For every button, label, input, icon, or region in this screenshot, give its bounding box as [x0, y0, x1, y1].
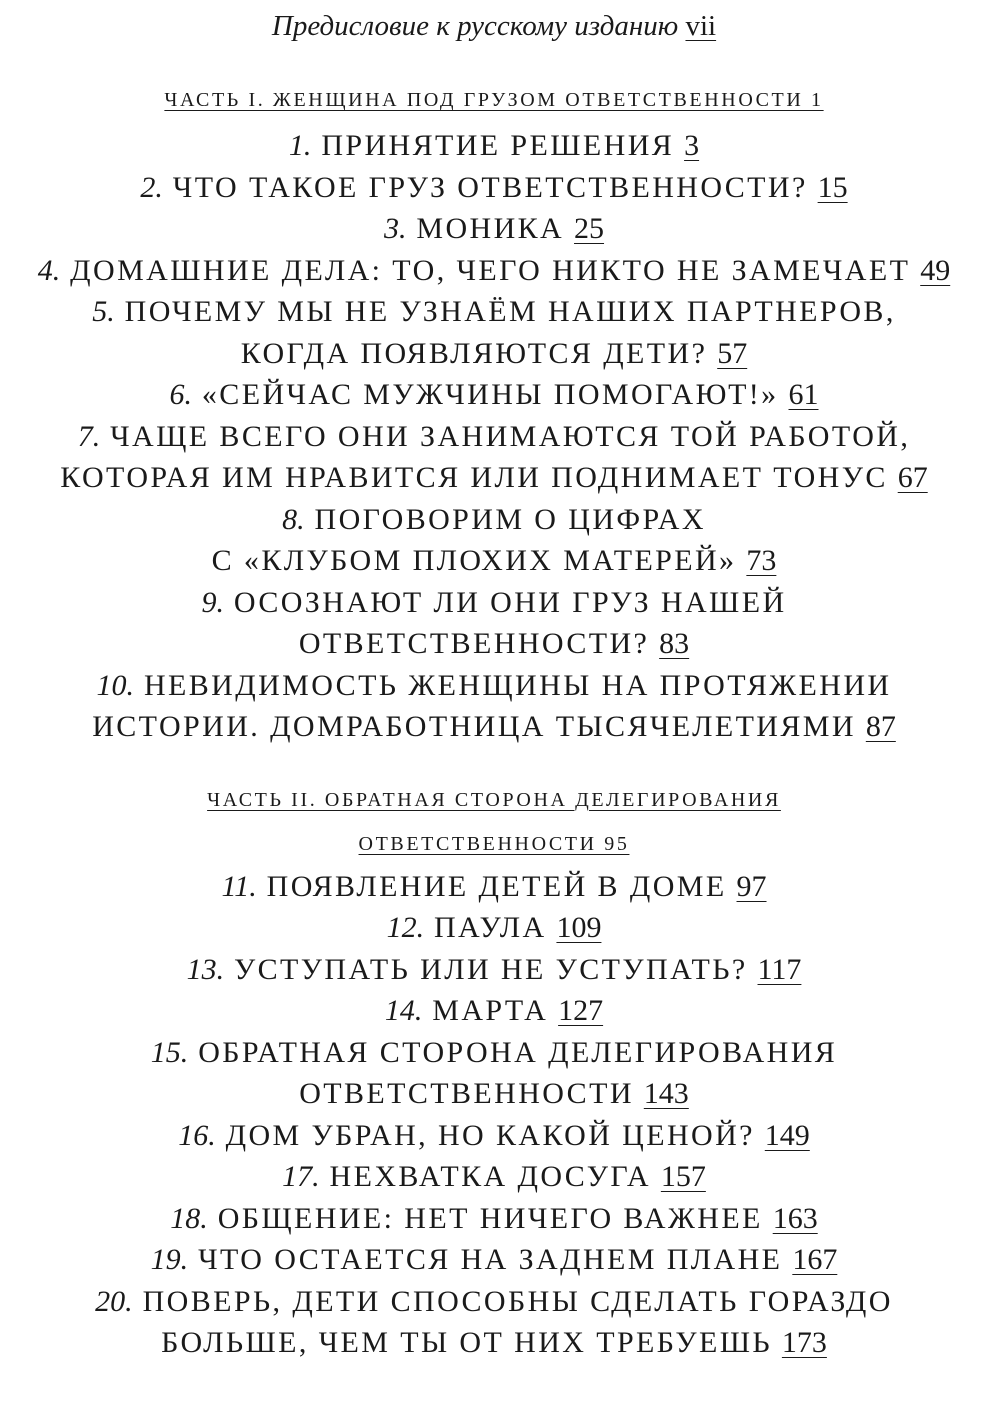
chapter-title: МАРТА: [432, 994, 549, 1027]
toc-entry[interactable]: [10, 167, 978, 209]
toc-entry-line: [10, 250, 978, 292]
toc-entry-line: [10, 623, 978, 665]
toc-entry[interactable]: [10, 1281, 978, 1364]
preface-entry[interactable]: [10, 6, 978, 50]
toc-entry[interactable]: [10, 499, 978, 582]
toc-entry[interactable]: [10, 291, 978, 374]
page-number: 3: [684, 129, 700, 162]
chapter-title: ОТВЕТСТВЕННОСТИ?: [298, 627, 650, 660]
toc-entry-line: [10, 1032, 978, 1074]
page-number: 49: [920, 253, 951, 287]
toc-entry-line: [10, 291, 978, 333]
chapter-list: [10, 125, 978, 748]
toc-entry[interactable]: [10, 665, 978, 748]
chapter-title: ПОЯВЛЕНИЕ ДЕТЕЙ В ДОМЕ: [266, 869, 727, 903]
toc-entry[interactable]: [10, 907, 978, 949]
page-number: 173: [781, 1326, 827, 1359]
chapter-number: 11.: [221, 869, 257, 903]
chapter-title: ПОГОВОРИМ О ЦИФРАХ: [314, 502, 706, 536]
toc-entry[interactable]: [10, 949, 978, 991]
part-heading-label: ЧАСТЬ I. ЖЕНЩИНА ПОД ГРУЗОМ ОТВЕТСТВЕННОСТИ 1: [164, 89, 824, 111]
chapter-number: 5.: [92, 295, 115, 328]
chapter-title: ОБРАТНАЯ СТОРОНА ДЕЛЕГИРОВАНИЯ: [198, 1035, 838, 1069]
toc-entry[interactable]: [10, 125, 978, 167]
toc-entry[interactable]: [10, 250, 978, 292]
toc-entry-line: [10, 1115, 978, 1157]
page-number: 143: [643, 1077, 689, 1110]
toc-entry-line: [10, 1198, 978, 1240]
toc-entry[interactable]: [10, 866, 978, 908]
toc-entry-line: [10, 1073, 978, 1115]
chapter-number: 16.: [178, 1118, 216, 1152]
toc-entry-line: [10, 1239, 978, 1281]
chapter-number: 17.: [282, 1160, 320, 1193]
toc-entry-line: [10, 499, 978, 541]
toc-entry-line: [10, 1156, 978, 1198]
page-number: 61: [788, 378, 819, 411]
chapter-title: ОСОЗНАЮТ ЛИ ОНИ ГРУЗ НАШЕЙ: [233, 585, 787, 619]
chapter-list: [10, 866, 978, 1364]
toc-entry-line: [10, 333, 978, 375]
page-number: 97: [736, 869, 767, 903]
chapter-title: ИСТОРИИ. ДОМРАБОТНИЦА ТЫСЯЧЕЛЕТИЯМИ: [92, 710, 856, 743]
chapter-number: 8.: [282, 502, 305, 536]
page-number: 67: [897, 461, 928, 494]
toc-entry[interactable]: [10, 374, 978, 416]
page-number: 15: [817, 170, 848, 204]
page-number: 167: [792, 1243, 838, 1276]
toc-entry[interactable]: [10, 1032, 978, 1115]
toc-entry-line: [10, 416, 978, 458]
chapter-number: 18.: [170, 1201, 208, 1235]
chapter-title: НЕХВАТКА ДОСУГА: [329, 1160, 651, 1193]
part-heading[interactable]: [10, 788, 978, 856]
page-number: 83: [659, 627, 690, 660]
toc-entry-line: [10, 665, 978, 707]
chapter-number: 14.: [384, 994, 423, 1027]
chapter-number: 3.: [383, 212, 407, 245]
page-number: 149: [764, 1118, 810, 1152]
toc-entry-line: [10, 990, 978, 1032]
toc-entry-line: [10, 1281, 978, 1323]
toc-entry-line: [10, 125, 978, 167]
page-number: 127: [558, 994, 604, 1027]
chapter-title: ПАУЛА: [433, 911, 547, 944]
page-number: 117: [757, 952, 802, 986]
chapter-title: С «КЛУБОМ ПЛОХИХ МАТЕРЕЙ»: [211, 544, 737, 577]
chapter-number: 4.: [37, 253, 61, 287]
toc-entry[interactable]: [10, 416, 978, 499]
toc-entry-line: [10, 949, 978, 991]
chapter-title: ДОМАШНИЕ ДЕЛА: ТО, ЧЕГО НИКТО НЕ ЗАМЕЧАЕТ: [70, 253, 911, 287]
chapter-title: БОЛЬШЕ, ЧЕМ ТЫ ОТ НИХ ТРЕБУЕШЬ: [161, 1326, 772, 1359]
chapter-title: «СЕЙЧАС МУЖЧИНЫ ПОМОГАЮТ!»: [201, 378, 779, 411]
chapter-title: НЕВИДИМОСТЬ ЖЕНЩИНЫ НА ПРОТЯЖЕНИИ: [143, 668, 892, 702]
chapter-number: 9.: [201, 585, 224, 619]
page-number: 87: [865, 710, 896, 743]
chapter-title: УСТУПАТЬ ИЛИ НЕ УСТУПАТЬ?: [234, 952, 748, 986]
toc-entry-line: [10, 167, 978, 209]
toc-entry-line: [10, 706, 978, 748]
toc-entry[interactable]: [10, 990, 978, 1032]
chapter-title: ЧТО ОСТАЕТСЯ НА ЗАДНЕМ ПЛАНЕ: [198, 1243, 783, 1276]
chapter-title: ДОМ УБРАН, НО КАКОЙ ЦЕНОЙ?: [225, 1118, 755, 1152]
chapter-title: ПОЧЕМУ МЫ НЕ УЗНАЁМ НАШИХ ПАРТНЕРОВ,: [124, 295, 896, 328]
chapter-title: КОТОРАЯ ИМ НРАВИТСЯ ИЛИ ПОДНИМАЕТ ТОНУС: [60, 461, 888, 494]
toc-entry-line: [10, 208, 978, 250]
page-number: 109: [556, 911, 602, 944]
toc-entry[interactable]: [10, 1239, 978, 1281]
chapter-title: ЧТО ТАКОЕ ГРУЗ ОТВЕТСТВЕННОСТИ?: [172, 170, 808, 204]
chapter-title: ЧАЩЕ ВСЕГО ОНИ ЗАНИМАЮТСЯ ТОЙ РАБОТОЙ,: [110, 419, 911, 453]
chapter-title: ПОВЕРЬ, ДЕТИ СПОСОБНЫ СДЕЛАТЬ ГОРАЗДО: [142, 1284, 893, 1318]
page-number: 25: [574, 212, 605, 245]
chapter-title: ОТВЕТСТВЕННОСТИ: [299, 1077, 634, 1110]
page-number: vii: [685, 10, 717, 42]
toc-entry-line: [10, 457, 978, 499]
toc-entry[interactable]: [10, 1115, 978, 1157]
toc-entry[interactable]: [10, 582, 978, 665]
chapter-number: 7.: [77, 419, 101, 453]
toc-entry[interactable]: [10, 1156, 978, 1198]
toc-entry-line: [10, 866, 978, 908]
page-number: 73: [746, 544, 777, 577]
chapter-number: 20.: [95, 1284, 133, 1318]
page-number: 163: [772, 1201, 818, 1235]
page-number: 157: [660, 1160, 706, 1193]
chapter-title: МОНИКА: [416, 212, 565, 245]
chapter-number: 2.: [140, 170, 163, 204]
chapter-number: 15.: [150, 1035, 189, 1069]
toc-entry-line: [10, 582, 978, 624]
chapter-title: ПРИНЯТИЕ РЕШЕНИЯ: [321, 129, 675, 162]
preface-title: Предисловие к русскому изданию: [271, 10, 679, 42]
chapter-number: 19.: [150, 1243, 189, 1276]
chapter-number: 6.: [169, 378, 192, 411]
toc-entry[interactable]: [10, 208, 978, 250]
toc-entry[interactable]: [10, 1198, 978, 1240]
chapter-number: 10.: [96, 668, 135, 702]
toc-entry-line: [10, 374, 978, 416]
chapter-title: КОГДА ПОЯВЛЯЮТСЯ ДЕТИ?: [240, 336, 708, 370]
chapter-number: 13.: [186, 952, 225, 986]
page-number: 57: [717, 336, 748, 370]
part-heading[interactable]: [10, 88, 978, 114]
chapter-number: 1.: [288, 129, 312, 162]
chapter-number: 12.: [386, 911, 425, 944]
part-heading-label: ЧАСТЬ II. ОБРАТНАЯ СТОРОНА ДЕЛЕГИРОВАНИЯ: [207, 788, 781, 811]
part-heading-label: ОТВЕТСТВЕННОСТИ 95: [358, 832, 630, 855]
toc-entry-line: [10, 540, 978, 582]
toc-entry-line: [10, 1322, 978, 1364]
chapter-title: ОБЩЕНИЕ: НЕТ НИЧЕГО ВАЖНЕЕ: [217, 1201, 763, 1235]
toc-entry-line: [10, 907, 978, 949]
